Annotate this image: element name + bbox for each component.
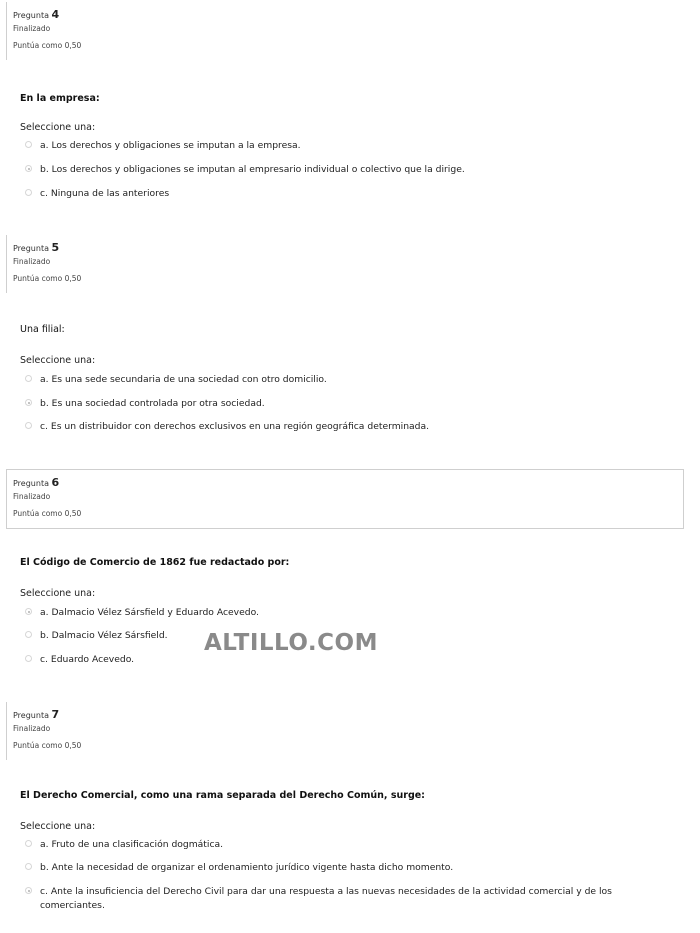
radio-button[interactable] <box>25 165 32 172</box>
question-text: El Derecho Comercial, como una rama separada del Derecho Común, surge: <box>20 790 425 801</box>
select-prompt: Seleccione una: <box>20 122 96 133</box>
question-info <box>6 702 683 760</box>
question-state: Finalizado <box>13 724 51 733</box>
select-prompt: Seleccione una: <box>20 588 96 599</box>
radio-button[interactable] <box>25 631 32 638</box>
answer-option-a[interactable]: a. Los derechos y obligaciones se imputan a la empresa. <box>25 139 665 153</box>
radio-button[interactable] <box>25 375 32 382</box>
question-grade: Puntúa como 0,50 <box>13 41 82 50</box>
select-prompt: Seleccione una: <box>20 821 96 832</box>
radio-button[interactable] <box>25 655 32 662</box>
question-grade: Puntúa como 0,50 <box>13 274 82 283</box>
radio-button[interactable] <box>25 189 32 196</box>
question-text: En la empresa: <box>20 93 100 104</box>
select-prompt: Seleccione una: <box>20 355 96 366</box>
answer-option-c[interactable]: c. Eduardo Acevedo. <box>25 653 665 667</box>
answer-option-b[interactable]: b. Los derechos y obligaciones se imputan al empresario individual o colectivo que la dirige. <box>25 163 665 177</box>
question-number: Pregunta 5 <box>13 241 60 254</box>
radio-button[interactable] <box>25 840 32 847</box>
answer-option-b[interactable]: b. Dalmacio Vélez Sársfield. <box>25 629 665 643</box>
radio-button[interactable] <box>25 141 32 148</box>
question-state: Finalizado <box>13 24 51 33</box>
answer-option-c[interactable]: c. Ninguna de las anteriores <box>25 187 665 201</box>
question-number: Pregunta 6 <box>13 476 60 489</box>
radio-button[interactable] <box>25 863 32 870</box>
answer-option-b[interactable]: b. Es una sociedad controlada por otra sociedad. <box>25 397 665 411</box>
watermark: ALTILLO.COM <box>204 630 378 656</box>
question-info <box>6 235 683 293</box>
radio-button[interactable] <box>25 399 32 406</box>
question-text: Una filial: <box>20 324 65 335</box>
question-number: Pregunta 7 <box>13 708 60 721</box>
radio-button[interactable] <box>25 422 32 429</box>
question-state: Finalizado <box>13 257 51 266</box>
question-text: El Código de Comercio de 1862 fue redactado por: <box>20 557 290 568</box>
question-state: Finalizado <box>13 492 51 501</box>
radio-button[interactable] <box>25 608 32 615</box>
radio-button[interactable] <box>25 887 32 894</box>
question-grade: Puntúa como 0,50 <box>13 509 82 518</box>
question-number: Pregunta 4 <box>13 8 60 21</box>
question-info <box>6 2 683 60</box>
answer-option-c[interactable]: c. Ante la insuficiencia del Derecho Civil para dar una respuesta a las nuevas necesidades de la actividad comercial y de los comerciantes. <box>25 885 665 913</box>
answer-option-a[interactable]: a. Dalmacio Vélez Sársfield y Eduardo Acevedo. <box>25 606 665 620</box>
answer-option-b[interactable]: b. Ante la necesidad de organizar el ordenamiento jurídico vigente hasta dicho momento. <box>25 861 665 875</box>
answer-option-c[interactable]: c. Es un distribuidor con derechos exclusivos en una región geográfica determinada. <box>25 420 665 434</box>
answer-option-a[interactable]: a. Es una sede secundaria de una sociedad con otro domicilio. <box>25 373 665 387</box>
question-info <box>6 469 684 529</box>
question-grade: Puntúa como 0,50 <box>13 741 82 750</box>
answer-option-a[interactable]: a. Fruto de una clasificación dogmática. <box>25 838 665 852</box>
